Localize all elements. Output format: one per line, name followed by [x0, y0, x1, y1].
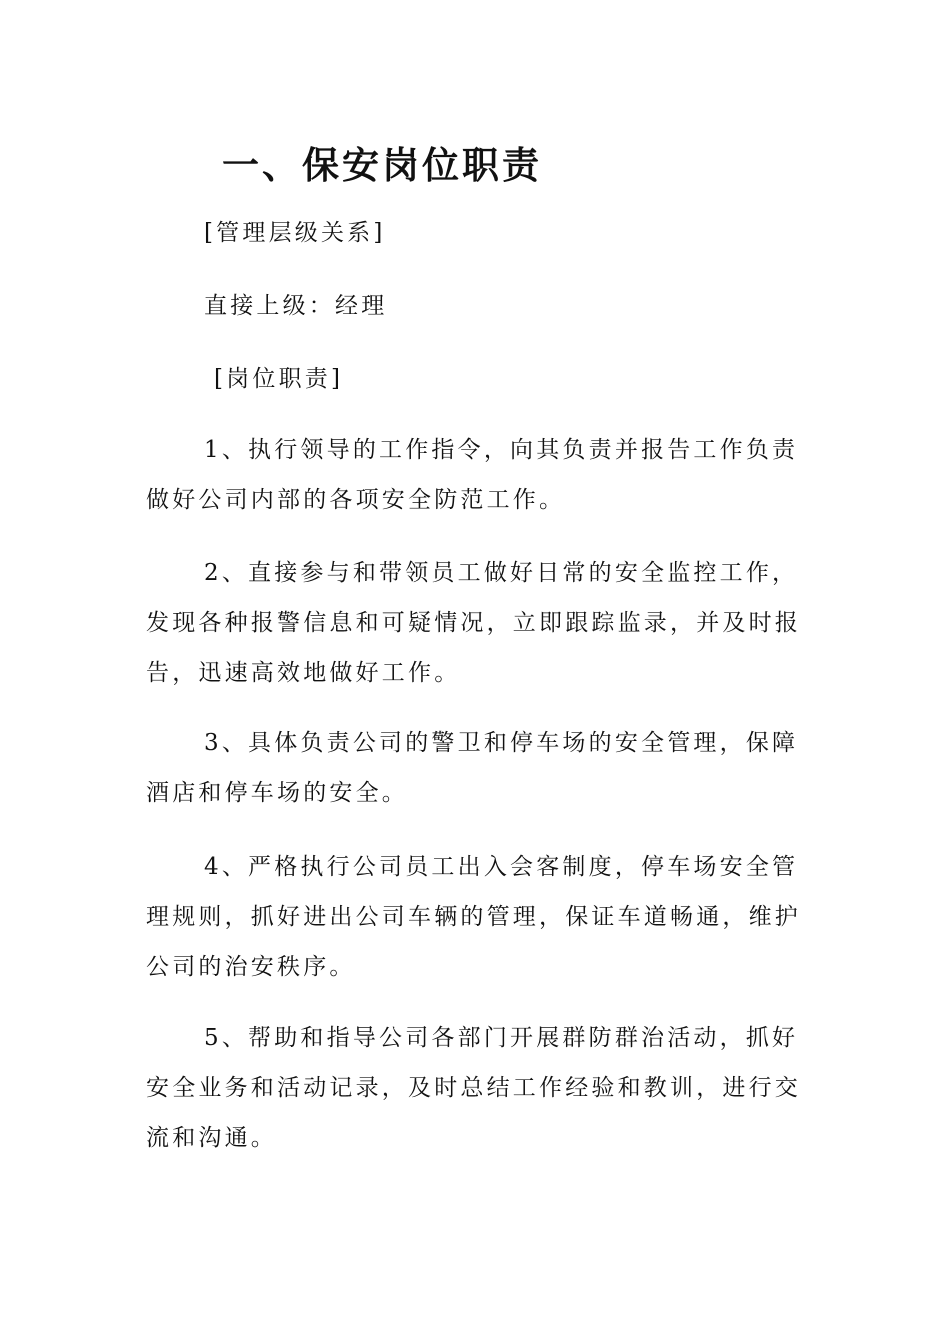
duty-paragraph-4: 4、严格执行公司员工出入会客制度，停车场安全管理规则，抓好进出公司车辆的管理，保证车道畅通，维护公司的治安秩序。 [146, 854, 801, 980]
duty-paragraph-5: 5、帮助和指导公司各部门开展群防群治活动，抓好安全业务和活动记录，及时总结工作经验和教训，进行交流和沟通。 [146, 1025, 801, 1151]
direct-superior-line: 直接上级：经理 [204, 293, 388, 319]
section-heading-duties: [岗位职责] [214, 366, 344, 392]
duty-paragraph-1: 1、执行领导的工作指令，向其负责并报告工作负责做好公司内部的各项安全防范工作。 [146, 437, 799, 513]
duty-paragraph-3: 3、具体负责公司的警卫和停车场的安全管理，保障酒店和停车场的安全。 [146, 730, 799, 806]
page-title: 一、保安岗位职责 [222, 144, 542, 187]
section-heading-management: [管理层级关系] [204, 220, 386, 246]
duty-paragraph-2: 2、直接参与和带领员工做好日常的安全监控工作，发现各种报警信息和可疑情况，立即跟踪监录，并及时报告，迅速高效地做好工作。 [146, 560, 801, 686]
